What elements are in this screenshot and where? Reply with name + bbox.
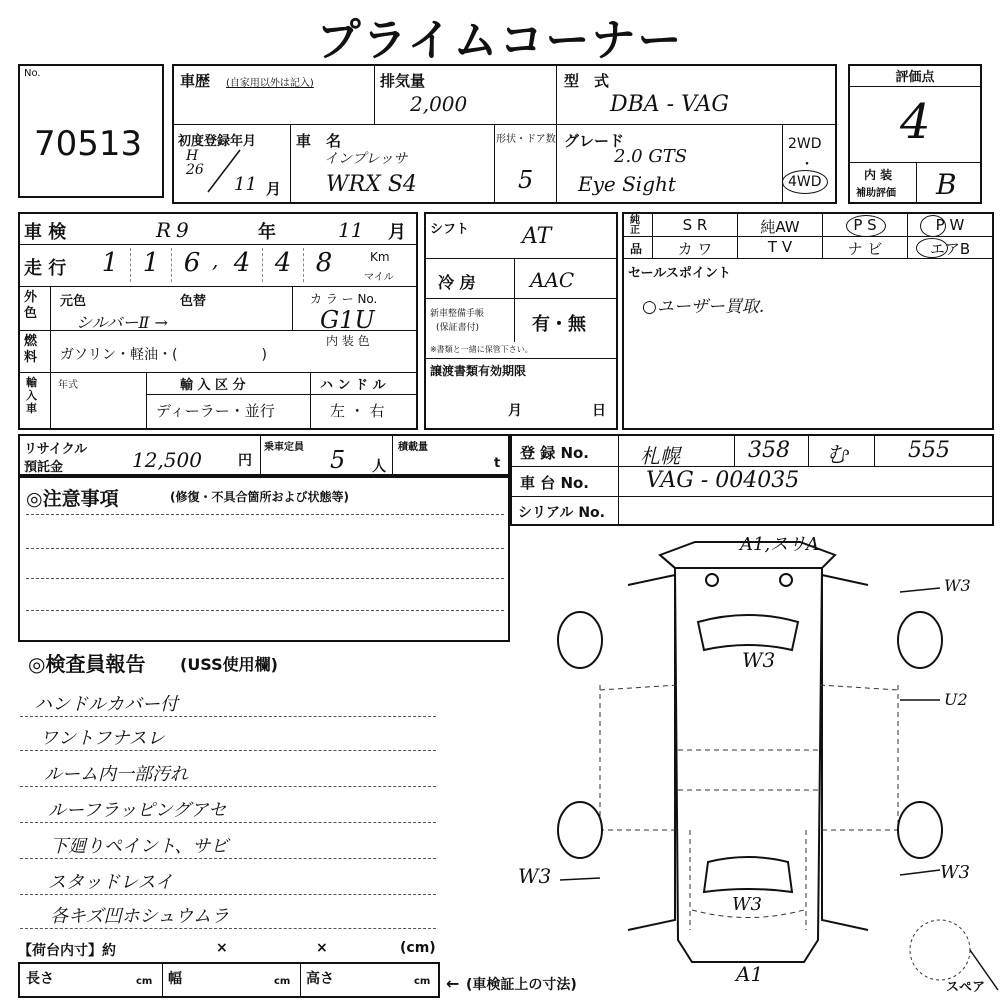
cargo-height-cm: cm [414,976,431,987]
lot-number-label: No. [24,68,41,79]
equip-aw: 純AW [760,218,800,236]
fuel-label: 燃料 [24,334,38,365]
caution-sub: (修復・不具合箇所および状態等) [170,490,349,504]
interior-eval-label-2: 補助評価 [856,188,896,199]
mileage-digits [90,248,360,282]
recycle-label-1: リサイクル [24,442,88,457]
shaken-month-unit: 月 [388,222,406,243]
mileage-digit: 1 [90,248,131,282]
registration-number: 555 [908,438,950,463]
recycle-unit: 円 [238,453,252,469]
import-type-value: ディーラー・並行 [156,402,275,420]
color-interior-label: 内 装 色 [326,334,370,348]
first-reg-slash [204,146,244,196]
import-type-label: 輸 入 区 分 [180,378,246,393]
cargo-x1: × [216,940,228,956]
displacement-value: 2,000 [410,92,468,116]
equipment-label-bottom: 品 [630,242,643,256]
color-change-label: 色替 [180,294,207,309]
color-orig-label: 元色 [60,294,87,309]
diagram-rear: W3 [732,894,762,915]
inspector-note: スタッドレスイ [48,872,174,893]
diagram-spare: スペア [946,980,986,995]
inspector-label: ◎検査員報告 [28,652,146,676]
inspector-sub: (USS使用欄) [180,655,278,674]
cargo-width-cm: cm [274,976,291,987]
first-reg-unit: 月 [266,180,282,198]
shaken-year: 9 [176,218,189,242]
mileage-sep: , [212,248,219,272]
sales-point-label: セールスポイント [628,266,731,281]
equipment-block [622,212,994,430]
diagram-left-bottom: W3 [518,864,552,888]
recycle-row [18,434,510,476]
shaken-era: R [156,218,172,242]
chassis-value: VAG - 004035 [646,468,800,493]
manual-label: 新車整備手帳 [430,309,485,319]
score-box [848,64,982,204]
chassis-label: 車 台 No. [520,474,590,492]
inspector-note: ルーフラッピングアセ [48,800,227,821]
drive-4wd: 4WD [788,174,822,190]
shift-label: シフト [430,222,470,237]
equip-pw: P W [935,216,965,234]
mileage-digit: 4 [263,248,304,282]
cargo-dims-row [18,962,440,998]
shaken-year-unit: 年 [258,222,276,243]
capacity-unit: 人 [372,459,386,475]
caution-label: ◎注意事項 [26,488,119,510]
grade-value-2: Eye Sight [578,172,676,196]
recycle-label-2: 預託金 [24,460,64,475]
load-label: 積載量 [398,442,428,453]
registration-block [510,434,994,526]
equip-navi: ナ ビ [847,240,883,258]
shift-block [424,212,618,430]
drive-dot: ・ [800,157,814,173]
transfer-day: 日 [592,403,606,419]
shaken-month: 11 [338,218,364,242]
history-note: (自家用以外は記入) [226,78,314,89]
car-diagram [500,530,1000,998]
shaken-label: 車 検 [24,222,67,243]
model-value: DBA - VAG [610,92,729,117]
inspector-note: ワントフナスレ [40,728,165,749]
equip-tv: T V [767,238,793,256]
first-reg-era: H [186,148,199,164]
arrow-left-icon: ← [446,974,460,993]
serial-label: シリアル No. [518,505,605,521]
mileage-digit: 8 [315,248,333,278]
color-code: G1U [320,306,375,334]
grade-value-1: 2.0 GTS [614,146,688,167]
color-outer-label: 外色 [24,290,38,321]
cargo-len: 長さ [26,971,54,987]
grade-label: グレード [564,132,625,150]
ps-circle [846,215,886,237]
capacity-value: 5 [330,446,346,474]
inspection-block [18,212,418,430]
handle-label: ハ ン ド ル [320,378,386,393]
interior-eval-label-1: 内 装 [864,168,893,182]
first-reg-year: 26 [186,162,204,178]
car-name-value: WRX S4 [326,172,417,197]
vehicle-info-grid [172,64,837,204]
diagram-right-bottom: W3 [940,862,970,883]
lot-number: 70513 [34,124,143,164]
doors-value: 5 [518,166,534,194]
first-reg-label: 初度登録年月 [178,134,257,149]
model-label: 型 式 [564,72,610,90]
shift-value: AT [522,224,552,249]
pw-circle [920,215,946,237]
capacity-label: 乗車定員 [264,442,304,453]
car-name-sub: インプレッサ [324,151,408,167]
color-value: シルバーⅡ → [76,313,168,332]
wheels [558,574,942,858]
registration-class: 358 [748,438,790,463]
score-value: 4 [900,94,931,150]
mileage-digit: 1 [131,248,172,282]
lot-number-box [18,64,164,198]
inspector-note: 下廻りペイント、サビ [50,836,229,857]
import-year-label: 年式 [58,380,78,391]
equip-kawa: カ ワ [677,240,713,258]
diagram-right-top: W3 [944,576,971,595]
cargo-width: 幅 [168,971,182,987]
color-code-label: カ ラ ー No. [310,292,378,306]
score-label: 評価点 [850,66,980,87]
first-reg-month: 11 [234,174,257,195]
registration-area: 札幌 [640,444,680,468]
page-title: プライムコーナー [316,15,684,66]
cargo-label: 【荷台内寸】約 [18,943,116,959]
inspector-note: 各キズ凹ホシュウムラ [50,906,230,927]
airbag-circle [916,238,948,258]
diagram-roof: W3 [742,648,776,672]
inspector-note: ハンドルカバー付 [34,694,178,715]
fuel-value: ガソリン・軽油・( ) [60,347,267,363]
registration-kana: む [826,443,849,468]
doors-label: 形状・ドア数 [496,134,556,145]
manual-note: ※書類と一緒に保管下さい。 [430,345,533,354]
inspector-notes [20,684,436,940]
spare-circle [910,920,970,980]
interior-eval-value: B [936,168,957,201]
inspector-note: ルーム内一部汚れ [44,764,188,785]
aircon-label: 冷 房 [438,273,476,292]
cargo-height: 高さ [306,971,334,987]
car-name-label: 車 名 [296,132,342,150]
equipment-label-top: 純正 [630,215,640,236]
mileage-unit-km: Km [370,250,390,264]
diagram-right-mid: U2 [944,690,968,709]
diagram-bottom: A1 [736,962,764,986]
handle-value: 左 ・ 右 [330,402,385,420]
transfer-month: 月 [508,403,522,419]
drive-2wd: 2WD [788,136,822,152]
cargo-x2: × [316,940,328,956]
aircon-value: AAC [530,268,575,292]
mileage-digit: 4 [222,248,263,282]
registration-label: 登 録 No. [520,444,590,462]
diagram-top: A1,スリA [740,534,820,555]
manual-value: 有・無 [532,314,586,335]
mileage-label: 走 行 [24,258,67,279]
cargo-len-cm: cm [136,976,153,987]
equip-airbag: エアB [929,240,971,258]
history-label: 車歴 [180,72,211,90]
manual-sub: (保証書付) [436,323,480,333]
displacement-label: 排気量 [380,72,426,90]
cargo-arrow-note: (車検証上の寸法) [466,977,577,993]
caution-block [18,476,510,642]
sales-point-value: ○ユーザー買取. [642,297,765,317]
equip-ps: P S [853,216,877,234]
mileage-unit-mile: マイル [364,272,394,283]
cargo-unit: (cm) [400,940,436,956]
mileage-digit: 6 [183,248,201,278]
equip-sr: S R [682,216,708,234]
drive-4wd-circle [782,170,828,194]
transfer-label: 譲渡書類有効期限 [430,364,527,378]
load-unit: t [494,456,501,471]
import-label: 輸入車 [26,376,37,415]
recycle-value: 12,500 [132,448,202,472]
